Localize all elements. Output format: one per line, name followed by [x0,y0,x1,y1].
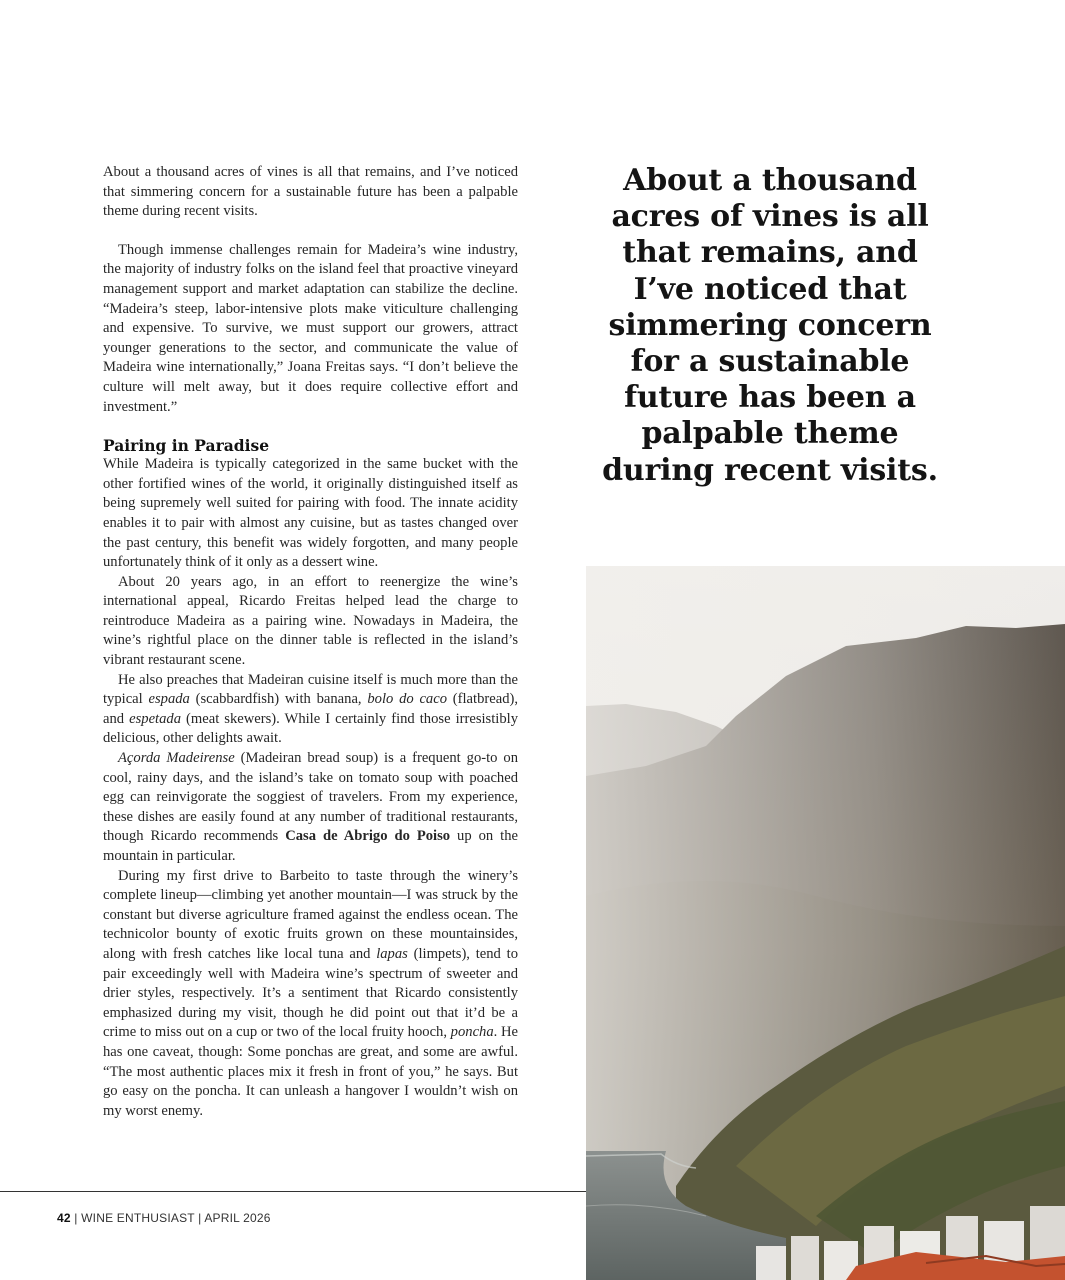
issue-date: APRIL 2026 [204,1211,271,1225]
footer-rule [0,1191,586,1192]
paragraph-1: About a thousand acres of vines is all that remains, and I’ve noticed that simmering concern for a sustainable future has been a palpable theme during recent visits. [103,164,518,220]
italic-term: bolo do caco [367,691,447,708]
publication-name: WINE ENTHUSIAST [81,1211,195,1225]
page-number: 42 [57,1211,71,1225]
article-body [103,163,518,1121]
italic-term: espada [148,691,190,708]
italic-term: Açorda Madeirense [118,750,235,767]
italic-term: espetada [129,710,181,727]
paragraph-7: During my first drive to Barbeito to taste through the winery’s complete lineup—climbing yet another mountain—I was struck by the constant but diverse agriculture framed against the endless ocean. The technicolor bounty of exotic fruits grown on these mountainsides, along with fresh catches like local tuna and lapas (limpets), tend to pair exceedingly well with Madeira wine’s spectrum of sweeter and drier styles, respectively. It’s a sentiment that Ricardo consistently emphasized during my visit, though he did point out that it’d be a crime to miss out on a cup or two of the local fruity hooch, poncha. He has one caveat, though: Some ponchas are great, and some are awful. “The most authentic places mix it fresh in front of you,” he says. But go easy on the poncha. It can unleash a hangover I wouldn’t wish on my worst enemy. [103,867,518,1119]
madeira-coast-photo [586,566,1065,1280]
photo-illustration [586,566,1065,1280]
page-folio: 42 | WINE ENTHUSIAST | APRIL 2026 [57,1211,271,1225]
italic-term: poncha [450,1024,494,1041]
italic-term: lapas [376,945,408,962]
paragraph-3: While Madeira is typically categorized in the same bucket with the other fortified wines of the world, it originally distinguished itself as being supremely well suited for pairing with food. The innate acidity enables it to pair with almost any cuisine, but as tastes changed over the past century, this benefit was widely forgotten, and many people unfortunately think of it only as a dessert wine. [103,456,518,571]
section-subhead: Pairing in Paradise [103,436,270,456]
paragraph-6: Açorda Madeirense (Madeiran bread soup) is a frequent go-to on cool, rainy days, and the island’s take on tomato soup with poached egg can reinvigorate the soggiest of travelers. From my experience, these dishes are easily found at any number of traditional restaurants, though Ricardo recommends Casa de Abrigo do Poiso up on the mountain in particular. [103,750,518,864]
paragraph-4: About 20 years ago, in an effort to reenergize the wine’s international appeal, Ricardo Freitas helped lead the charge to reintroduce Madeira as a pairing wine. Nowadays in Madeira, the wine’s rightful place on the dinner table is reflected in the island’s vibrant restaurant scene. [103,573,518,669]
pull-quote: About a thousand acres of vines is all that remains, and I’ve noticed that simmering concern for a sustainable future has been a palpable theme during recent visits. [602,163,938,488]
paragraph-2: Though immense challenges remain for Madeira’s wine industry, the majority of industry folks on the island feel that proactive vineyard management support and market adaptation can stabilize the decline. “Madeira’s steep, labor-intensive plots make viticulture challenging and expensive. To survive, we must support our growers, attract younger generations to the sector, and communicate the value of Madeira wine internationally,” Joana Freitas says. “I don’t believe the culture will melt away, but it does require collective effort and investment.” [103,241,518,415]
restaurant-name: Casa de Abrigo do Poiso [285,828,451,845]
paragraph-5: He also preaches that Madeiran cuisine itself is much more than the typical espada (scabbardfish) with banana, bolo do caco (flatbread), and espetada (meat skewers). While I certainly find those irresistibly delicious, other delights await. [103,671,518,747]
